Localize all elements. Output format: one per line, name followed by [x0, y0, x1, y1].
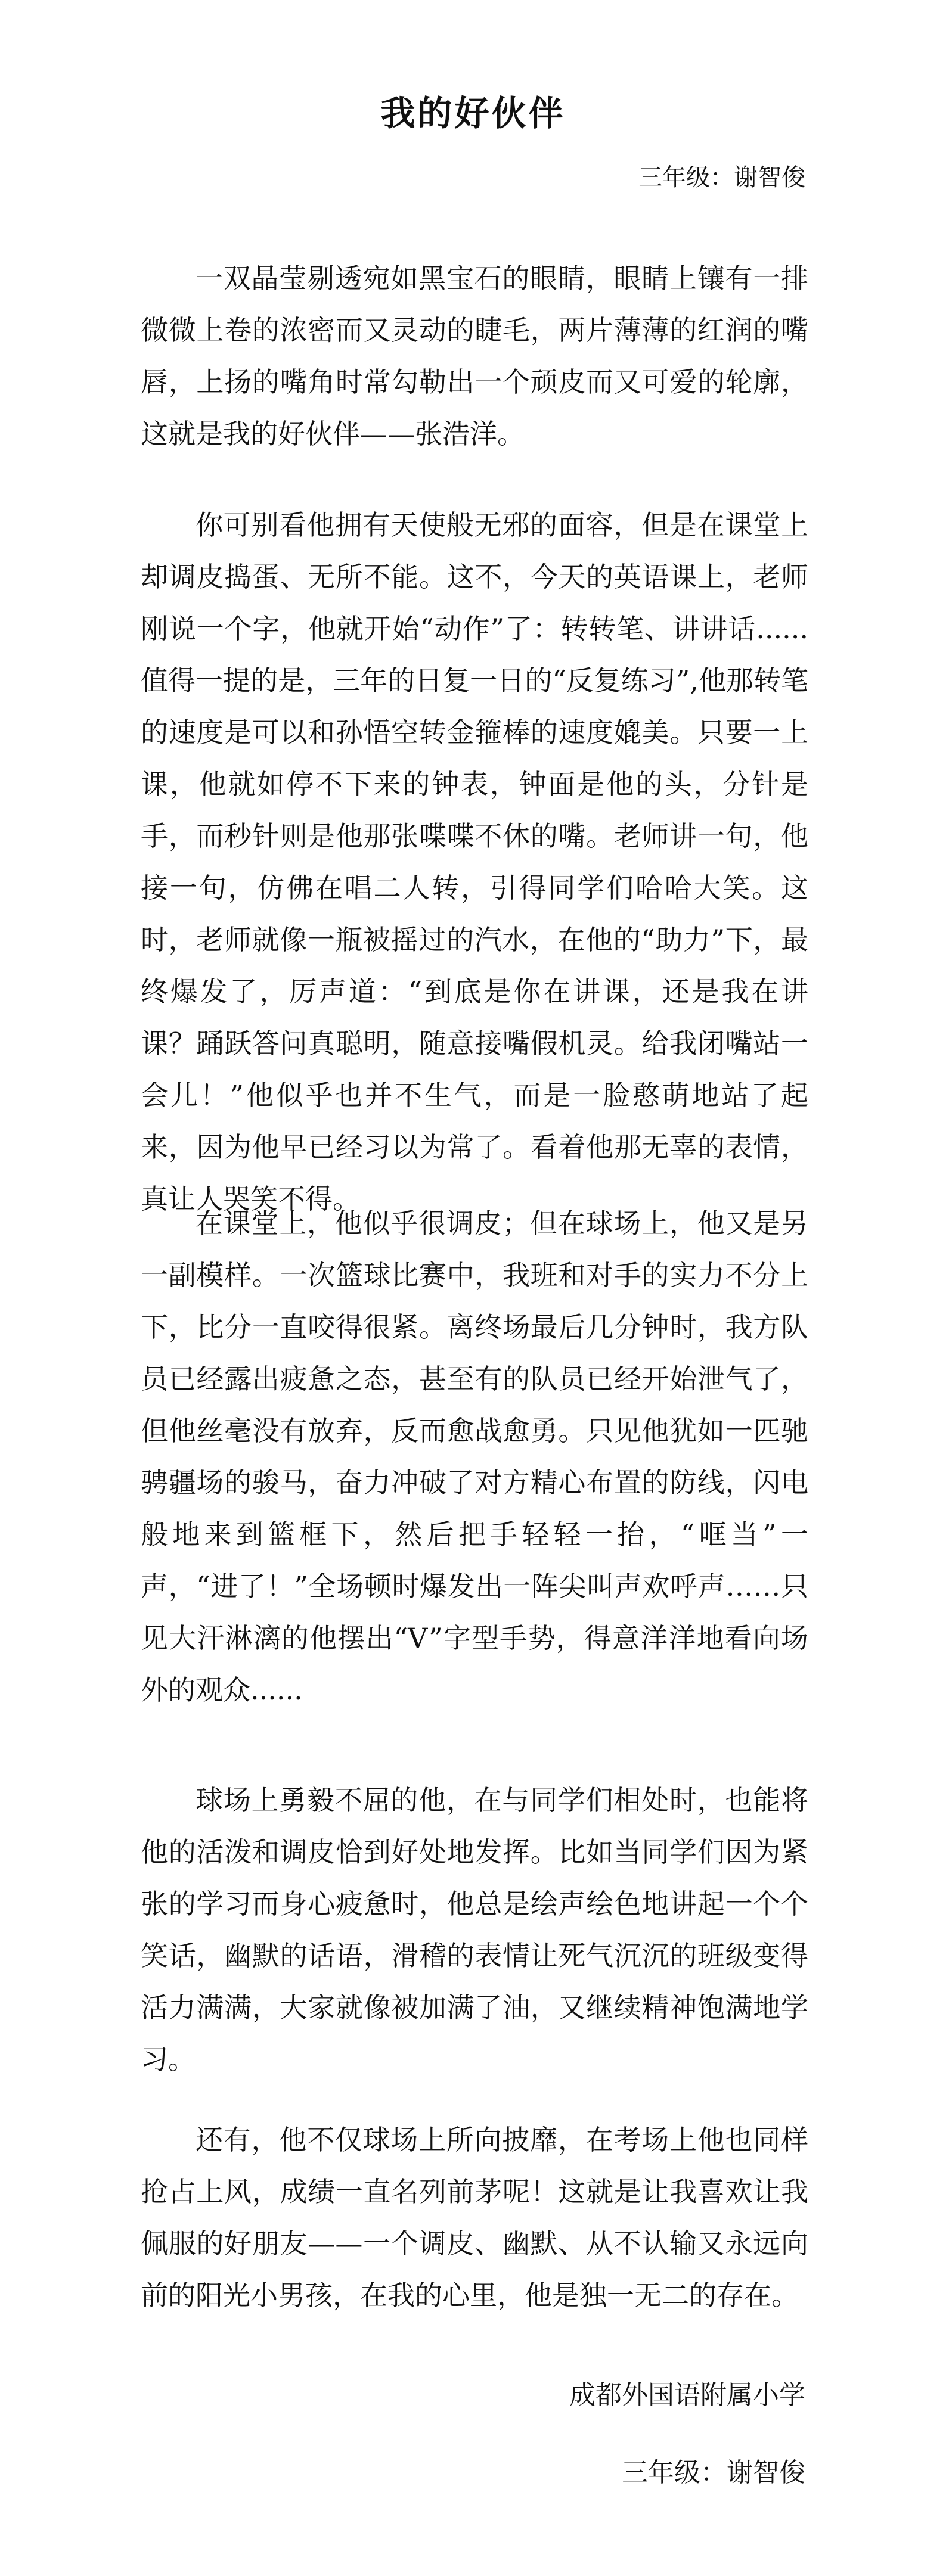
paragraph-4: 球场上勇毅不屈的他，在与同学们相处时，也能将他的活泼和调皮恰到好处地发挥。比如当同学们因为紧张的学习而身心疲惫时，他总是绘声绘色地讲起一个个笑话，幽默的话语，滑稽的表情让死气沉沉的班级变得活力满满，大家就像被加满了油，又继续精神饱满地学习。: [141, 1784, 808, 2075]
essay-title: 我的好伙伴: [380, 93, 566, 133]
footer-school: 成都外国语附属小学: [569, 2380, 805, 2410]
paragraph-1: 一双晶莹剔透宛如黑宝石的眼睛，眼睛上镶有一排微微上卷的浓密而又灵动的睫毛，两片薄薄的红润的嘴唇，上扬的嘴角时常勾勒出一个顽皮而又可爱的轮廓，这就是我的好伙伴——张浩洋。: [141, 262, 808, 450]
footer-author-grade: 三年级：谢智俊: [622, 2457, 805, 2488]
paragraph-2: 你可别看他拥有天使般无邪的面容，但是在课堂上却调皮捣蛋、无所不能。这不，今天的英语课上，老师刚说一个字，他就开始“动作”了：转转笔、讲讲话......值得一提的是，三年的日复一日的“反复练习”,他那转笔的速度是可以和孙悟空转金箍棒的速度媲美。只要一上课，他就如停不下来的钟表，钟面是他的头，分针是手，而秒针则是他那张喋喋不休的嘴。老师讲一句，他接一句，仿佛在唱二人转，引得同学们哈哈大笑。这时，老师就像一瓶被摇过的汽水，在他的“助力”下，最终爆发了，厉声道：“到底是你在讲课，还是我在讲课？踊跃答问真聪明，随意接嘴假机灵。给我闭嘴站一会儿！”他似乎也并不生气，而是一脸憨萌地站了起来，因为他早已经习以为常了。看着他那无辜的表情，真让人哭笑不得。: [141, 509, 808, 1215]
paragraph-3: 在课堂上，他似乎很调皮；但在球场上，他又是另一副模样。一次篮球比赛中，我班和对手的实力不分上下，比分一直咬得很紧。离终场最后几分钟时，我方队员已经露出疲惫之态，甚至有的队员已经开始泄气了，但他丝毫没有放弃，反而愈战愈勇。只见他犹如一匹驰骋疆场的骏马，奋力冲破了对方精心布置的防线，闪电般地来到篮框下，然后把手轻轻一抬，“哐当”一声，“进了！”全场顿时爆发出一阵尖叫声欢呼声……只见大汗淋漓的他摆出“V”字型手势，得意洋洋地看向场外的观众......: [141, 1207, 808, 1706]
paragraph-5: 还有，他不仅球场上所向披靡，在考场上他也同样抢占上风，成绩一直名列前茅呢！这就是让我喜欢让我佩服的好朋友——一个调皮、幽默、从不认输又永远向前的阳光小男孩，在我的心里，他是独一无二的存在。: [141, 2124, 808, 2311]
author-byline-top: 三年级：谢智俊: [638, 164, 805, 191]
